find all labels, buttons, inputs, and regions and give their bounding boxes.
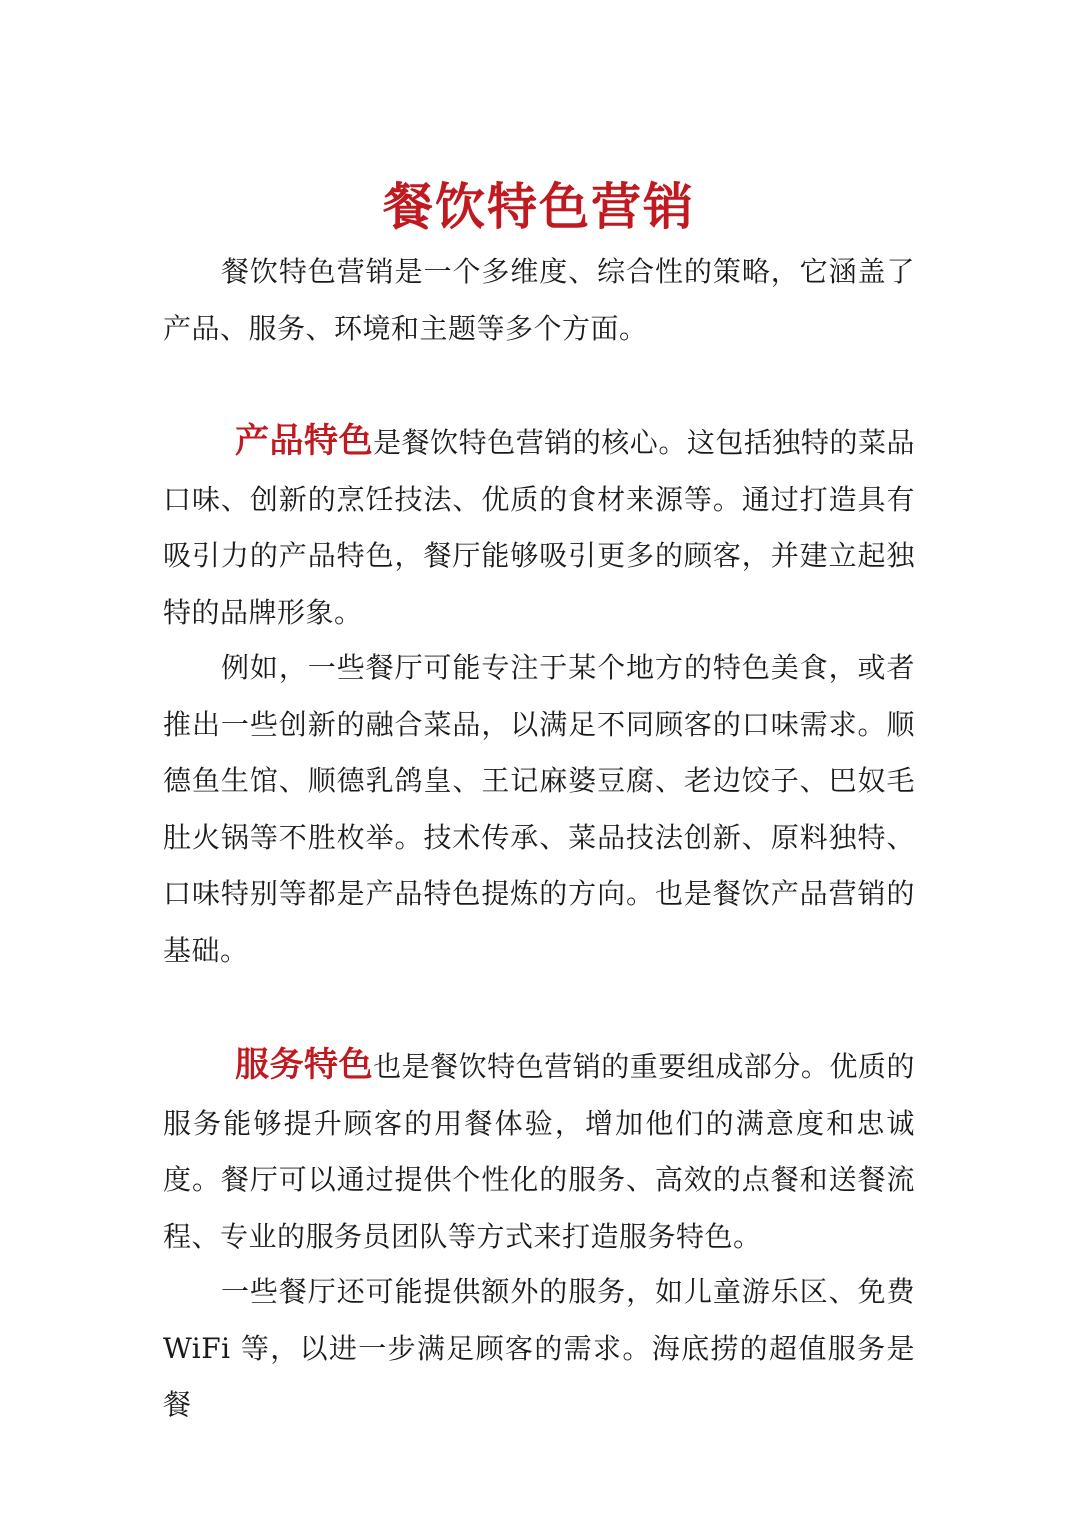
product-example-paragraph: 例如，一些餐厅可能专注于某个地方的特色美食，或者推出一些创新的融合菜品，以满足不同顾客的口味需求。顺德鱼生馆、顺德乳鸽皇、王记麻婆豆腐、老边饺子、巴奴毛肚火锅等不胜枚举。技术传承、菜品技法创新、原料独特、口味特别等都是产品特色提炼的方向。也是餐饮产品营销的基础。 [163, 651, 915, 967]
product-text: 是餐饮特色营销的核心。这包括独特的菜品口味、创新的烹饪技法、优质的食材来源等。通过打造具有吸引力的产品特色，餐厅能够吸引更多的顾客，并建立起独特的品牌形象。 [163, 426, 915, 629]
product-heading: 产品特色 [235, 421, 374, 461]
service-text: 也是餐饮特色营销的重要组成部分。优质的服务能够提升顾客的用餐体验，增加他们的满意度和忠诚度。餐厅可以通过提供个性化的服务、高效的点餐和送餐流程、专业的服务员团队等方式来打造服务特色。 [163, 1050, 915, 1253]
product-paragraph [163, 413, 915, 641]
intro-paragraph: 餐饮特色营销是一个多维度、综合性的策略，它涵盖了产品、服务、环境和主题等多个方面。 [163, 255, 915, 345]
service-paragraph [163, 1037, 915, 1265]
service-heading: 服务特色 [235, 1045, 374, 1085]
page-title: 餐饮特色营销 [383, 176, 695, 236]
service-example-paragraph: 一些餐厅还可能提供额外的服务，如儿童游乐区、免费WiFi 等，以进一步满足顾客的需求。海底捞的超值服务是餐 [163, 1275, 915, 1421]
